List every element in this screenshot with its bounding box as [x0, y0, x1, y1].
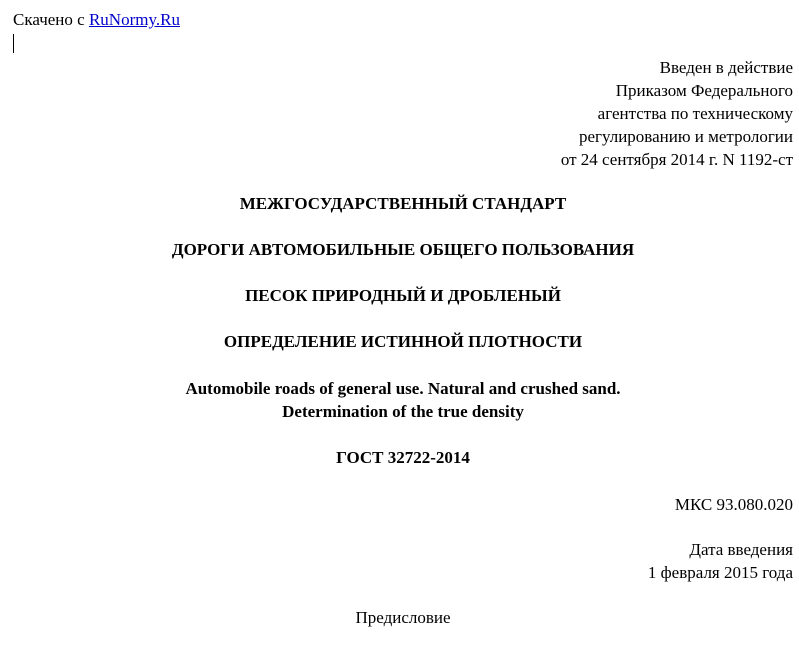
- preface-heading: Предисловие: [355, 608, 451, 627]
- english-title-line-1: Automobile roads of general use. Natural and crushed sand.: [185, 379, 621, 398]
- decree-line-3: агентства по техническому: [597, 104, 793, 123]
- english-title-line-2: Determination of the true density: [282, 402, 524, 421]
- decree-line-4: регулированию и метрологии: [578, 127, 793, 146]
- intro-date-label: Дата введения: [689, 540, 793, 559]
- runormy-link[interactable]: RuNormy.Ru: [88, 10, 180, 29]
- decree-line-5: от 24 сентября 2014 г. N 1192-ст: [560, 150, 793, 169]
- intro-date-value: 1 февраля 2015 года: [647, 563, 793, 582]
- source-line: [13, 9, 180, 31]
- decree-line-1: Введен в действие: [659, 58, 793, 77]
- english-title: [0, 377, 799, 423]
- text-cursor: [13, 34, 14, 53]
- title-line-3: ОПРЕДЕЛЕНИЕ ИСТИННОЙ ПЛОТНОСТИ: [223, 332, 583, 351]
- standard-type-heading: МЕЖГОСУДАРСТВЕННЫЙ СТАНДАРТ: [239, 194, 567, 213]
- source-prefix: Скачено с: [13, 10, 89, 29]
- mks-code: МКС 93.080.020: [674, 495, 793, 514]
- intro-date-block: [648, 538, 793, 584]
- decree-block: [561, 56, 793, 171]
- title-line-2: ПЕСОК ПРИРОДНЫЙ И ДРОБЛЕНЫЙ: [245, 286, 561, 305]
- gost-number: ГОСТ 32722-2014: [336, 448, 470, 467]
- title-line-1: ДОРОГИ АВТОМОБИЛЬНЫЕ ОБЩЕГО ПОЛЬЗОВАНИЯ: [171, 240, 635, 259]
- decree-line-2: Приказом Федерального: [615, 81, 793, 100]
